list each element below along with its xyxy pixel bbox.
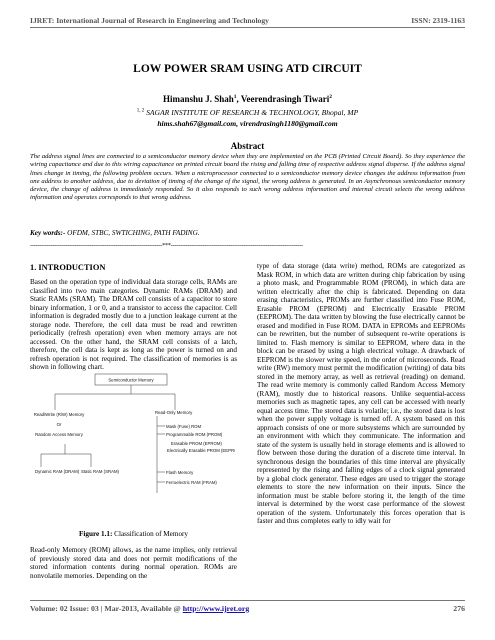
rom-item-6: Ferroelectric RAM (FRAM) — [166, 480, 217, 485]
page-footer — [30, 604, 465, 613]
page-number: 276 — [453, 604, 465, 613]
rom-item-2: Programmable ROM (PROM) — [166, 432, 223, 437]
footer-rule — [30, 600, 465, 601]
intro-right-column: type of data storage (data write) method, ROMs are categorized as Mask ROM, in which data are written during chip fabrication by using a photo mask, and Programmable ROM (PROM), in which data are written electrically after the chip is fabricated. Depending on data erasing characteristics, PROMs are further classified into Fuse ROM, Erasable PROM (EPROM) and Electrically Erasable PROM (EEPROM). The data written by blowing the fuse electrically cannot be erased and modified in Fuse ROM. DATA in EPROMs and EEPROMs can be rewritten, but the number of subsequent re-write operations is limited to. Flash memory is similar to EEPROM, where data in the block can be erased by using a high electrical voltage. A drawback of EEPROM is the slower write speed, in the order of microseconds. Read write (RW) memory must permit the modification (writing) of data bits stored in the memory array, as well as retrieval (reading) on demand. The read write memory is commonly called Random Access Memory (RAM), mostly due to historical reasons. Unlike sequential-access memories such as magnetic tapes, any cell can be accessed with nearly equal access time. The stored data is volatile; i.e., the stored data is lost when the power supply voltage is turned off. A system based on this approach consists of one or more subsystems which are surrounded by an environment with which they communicate. The information and state of the system is usually held in storage elements and is allowed to flow between those during the duration of a discrete time interval. In synchronous design the boundaries of this time interval are physically represented by the rising and falling edges of a clock signal generated by a global clock generator. These edges are used to trigger the storage elements to store the new information on their inputs. Since the information must be stable before storing it, the length of the time interval is determined by the worst case performance of the slowest operation of the system. Unfortunately this forces operation that is faster and thus completes early to idly wait for — [257, 262, 465, 525]
author-emails: hims.shah67@gmail.com, virendrasingh1180@gmail.com — [157, 119, 338, 128]
author-2: Veerendrasingh Tiwari — [240, 94, 330, 104]
affiliation-text: SAGAR INSTITUTE OF RESEARCH & TECHNOLOGY, Bhopal, MP — [146, 108, 359, 117]
author-line — [0, 94, 495, 104]
rom-item-1: Mask (Fuse) ROM — [166, 424, 202, 429]
rw-label-2: Or — [56, 422, 62, 427]
paper-title: LOW POWER SRAM USING ATD CIRCUIT — [133, 63, 362, 75]
issn: ISSN: 2319-1163 — [411, 16, 465, 25]
sram-label: Static RAM (SRAM) — [81, 469, 119, 474]
footer-volume: Volume: 02 Issue: 03 | Mar-2013, Available @ — [30, 604, 183, 613]
figure-caption-label: Figure 1.1: — [78, 530, 113, 538]
rw-label-1: Read/Write (R/W) Memory — [33, 412, 85, 417]
journal-link[interactable]: http://www.ijret.org — [182, 604, 250, 613]
header-rule — [30, 27, 465, 28]
classification-tree — [33, 372, 235, 497]
keywords — [30, 229, 465, 237]
running-header — [30, 16, 465, 25]
rw-label-3: Random Access Memory — [35, 432, 83, 437]
memory-classification-figure — [33, 372, 235, 497]
abstract-heading: Abstract — [230, 141, 265, 151]
section-separator: -----------------------------------------------------------------------***----------------------------------------------------------------------- — [30, 242, 303, 249]
rom-item-3: Erasable PROM (EPROM) — [171, 441, 222, 446]
abstract-body: The address signal lines are connected to a semiconductor memory device when they are implemented on the PCB (Printed Circuit Board). So they experience the wiring capacitance and due to this wiring capacitance on printed circuit board the rising and falling time of respective address signal disperse. If the address signal lines change in timing, the following problem occurs. When a microprocessor connected to a semiconductor memory device changes the address information from one address to another address, due to deviation of timing of the change of the signal, the wrong address is generated. In an Asynchronous semiconductor memory device, the change of address is immediately responded. So it also responds to such wrong address information and internal circuit selects the wrong address information and operates corresponds to that wrong address. — [30, 153, 465, 202]
rom-label: Read-Only Memory — [155, 410, 193, 415]
keywords-label: Key words:- — [30, 229, 66, 237]
affiliation-sup: 1, 2 — [136, 108, 145, 114]
dram-label: Dynamic RAM (DRAM) — [35, 469, 80, 474]
intro-paragraph-2: Read-only Memory (ROM) allows, as the name implies, only retrieval of previously stored data and does not permit modifications of the stored information contents during normal operation. ROMs are nonvolatile memories. Depending on the — [30, 546, 237, 580]
journal-name: IJRET: International Journal of Research in Engineering and Technology — [30, 16, 269, 25]
figure-caption — [30, 530, 237, 538]
keywords-text: OFDM, STBC, SWTICHING, PATH FADING. — [65, 229, 200, 237]
author-1-sup: 1 — [233, 94, 237, 100]
intro-paragraph-1: Based on the operation type of individual data storage cells, RAMs are classified into two main categories. Dynamic RAMs (DRAM) and Static RAMs (SRAM). The DRAM cell consists of a capacitor to store binary information, 1 or 0, and a transistor to access the capacitor. Cell information is degraded mostly due to a junction leakage current at the storage node. Therefore, the cell data must be read and rewritten periodically (refresh operation) even when memory arrays are not accessed. On the other hand, the SRAM cell consists of a latch, therefore, the cell data is kept as long as the power is turned on and refresh operation is not required. The classification of memories is as shown in following chart. — [30, 278, 237, 371]
rom-item-4: Electrically Erasable PROM (EEPROM) — [167, 448, 235, 453]
root-label: Semiconductor Memory — [108, 377, 154, 383]
figure-caption-text: Classification of Memory — [112, 530, 189, 538]
author-separator: , — [236, 94, 241, 104]
author-1: Himanshu J. Shah — [162, 94, 234, 104]
rom-item-5: Flash Memory — [166, 470, 194, 475]
section-heading: 1. INTRODUCTION — [30, 263, 106, 272]
footer-info — [30, 604, 249, 613]
author-2-sup: 2 — [329, 94, 333, 100]
affiliation — [0, 108, 495, 117]
